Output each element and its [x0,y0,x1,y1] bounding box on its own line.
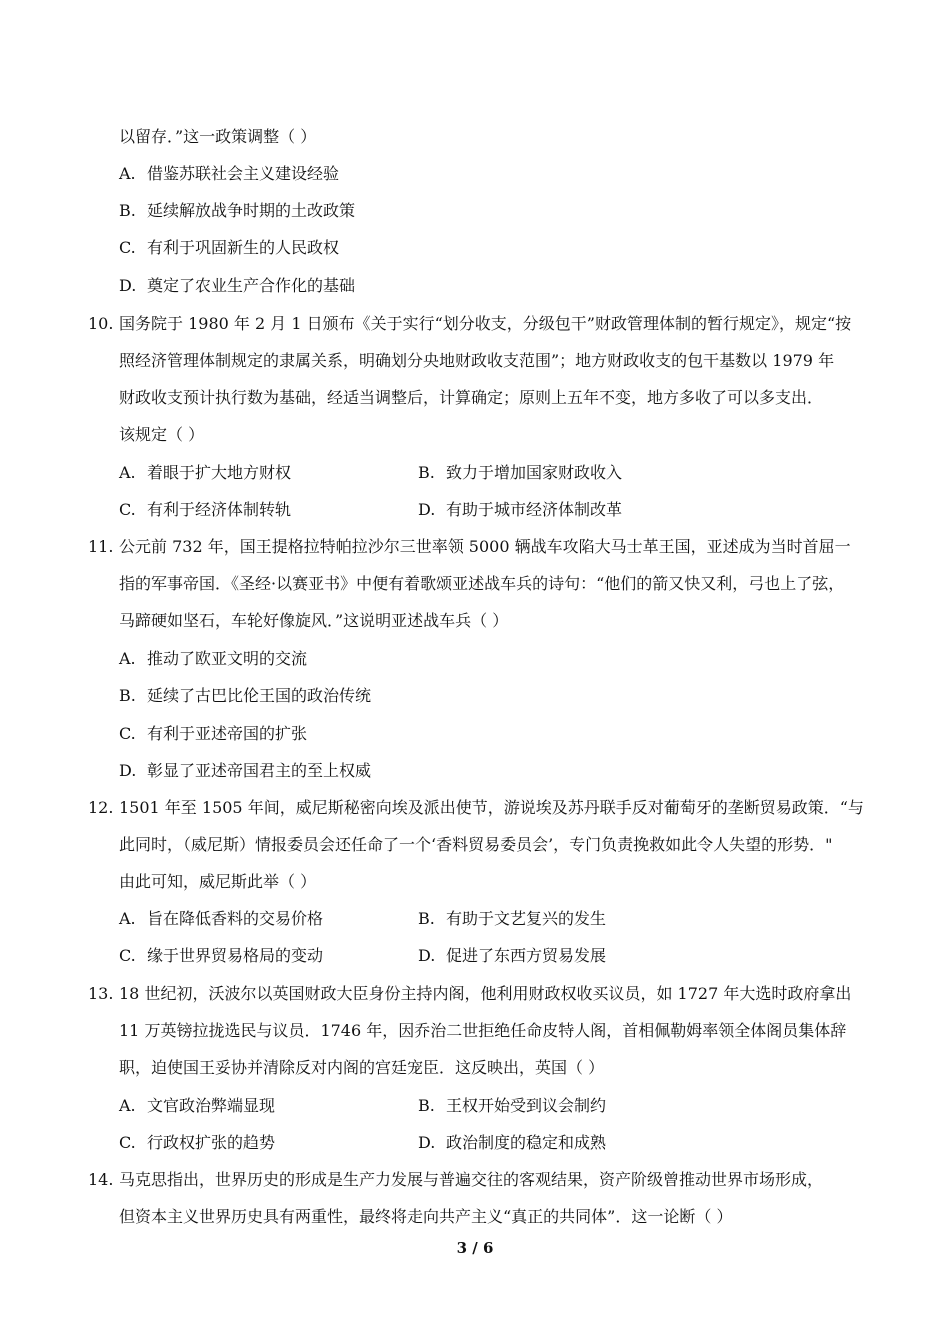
option-letter: C. [119,724,136,743]
option-letter: C. [119,500,136,519]
option-text: 文官政治弊端显现 [147,1096,276,1115]
option-letter: D. [119,761,137,780]
option-letter: A. [119,649,136,668]
option-text: 奠定了农业生产合作化的基础 [147,276,356,295]
option-text: 推动了欧亚文明的交流 [147,649,308,668]
q12-option-c [119,945,323,967]
q13-option-b [418,1095,606,1117]
q10-option-a [119,462,291,484]
option-text: 缘于世界贸易格局的变动 [147,946,324,965]
q13-stem-line-1: 18 世纪初，沃波尔以英国财政大臣身份主持内阁，他利用财政权收买议员，如 1727 年大选时政府拿出 [119,984,852,1003]
q10-stem-line-1: 国务院于 1980 年 2 月 1 日颁布《关于实行“划分收支，分级包干”财政管理体制的暂行规定》，规定“按 [119,314,852,333]
q10-stem-line-4: 该规定（ ） [119,425,205,444]
q13-option-c [119,1132,275,1154]
q11-stem-line-1: 公元前 732 年，国王提格拉特帕拉沙尔三世率领 5000 辆战车攻陷大马士革王国，亚述成为当时首屈一 [119,537,851,556]
q14-stem-line-1: 马克思指出，世界历史的形成是生产力发展与普遍交往的客观结果，资产阶级曾推动世界市场形成， [119,1170,824,1189]
option-letter: B. [119,201,136,220]
q11-option-d [119,760,371,782]
option-text: 延续了古巴比伦王国的政治传统 [147,686,372,705]
option-letter: A. [119,1096,136,1115]
option-letter: D. [418,1133,436,1152]
q9-option-c [119,237,339,259]
option-text: 借鉴苏联社会主义建设经验 [147,164,340,183]
option-text: 有助于城市经济体制改革 [446,500,623,519]
option-text: 有利于亚述帝国的扩张 [147,724,308,743]
option-letter: B. [418,463,435,482]
option-text: 王权开始受到议会制约 [446,1096,607,1115]
q11-option-a [119,648,307,670]
q10-option-b [418,462,622,484]
q13-stem-line-2: 11 万英镑拉拢选民与议员．1746 年，因乔治二世拒绝任命皮特人阁，首相佩勒姆率领全体阁员集体辞 [119,1021,847,1040]
option-letter: A. [119,164,136,183]
option-text: 政治制度的稳定和成熟 [446,1133,607,1152]
q11-option-b [119,685,371,707]
option-letter: C. [119,1133,136,1152]
option-text: 彰显了亚述帝国君主的至上权威 [147,761,372,780]
option-letter: D. [418,500,436,519]
q10-number: 10. [88,314,114,333]
q12-option-a [119,908,323,930]
option-letter: C. [119,946,136,965]
q12-option-d [418,945,606,967]
option-text: 延续解放战争时期的土改政策 [147,201,356,220]
option-letter: A. [119,909,136,928]
option-letter: B. [418,1096,435,1115]
q10-option-c [119,499,291,521]
q12-number: 12. [88,798,114,817]
q10-option-d [418,499,622,521]
q13-option-a [119,1095,275,1117]
q13-option-d [418,1132,606,1154]
page-number: 3 / 6 [456,1239,494,1257]
option-letter: D. [119,276,137,295]
option-text: 促进了东西方贸易发展 [446,946,607,965]
option-letter: C. [119,238,136,257]
option-text: 有助于文艺复兴的发生 [446,909,607,928]
q9-stem-tail: 以留存．”这一政策调整（ ） [119,127,317,146]
q9-option-b [119,200,355,222]
q12-option-b [418,908,606,930]
option-letter: B. [418,909,435,928]
option-text: 旨在降低香料的交易价格 [147,909,324,928]
q9-option-d [119,275,355,297]
q11-number: 11. [88,537,114,556]
q12-stem-line-3: 由此可知，威尼斯此举（ ） [119,872,317,891]
q10-stem-line-2: 照经济管理体制规定的隶属关系，明确划分央地财政收支范围”；地方财政收支的包干基数以 1979 年 [119,351,835,370]
q11-stem-line-2: 指的军事帝国．《圣经·以赛亚书》中便有着歌颂亚述战车兵的诗句：“他们的箭又快又利，弓也上了弦， [119,574,845,593]
q14-stem-line-2: 但资本主义世界历史具有两重性，最终将走向共产主义“真正的共同体”．这一论断（ ） [119,1207,733,1226]
option-text: 致力于增加国家财政收入 [446,463,623,482]
q10-stem-line-3: 财政收支预计执行数为基础，经适当调整后，计算确定；原则上五年不变，地方多收了可以多支出． [119,388,824,407]
option-letter: A. [119,463,136,482]
q13-stem-line-3: 职，迫使国王妥协并清除反对内阁的宫廷宠臣．这反映出，英国（ ） [119,1058,605,1077]
option-text: 行政权扩张的趋势 [147,1133,276,1152]
option-text: 着眼于扩大地方财权 [147,463,292,482]
q14-number: 14. [88,1170,114,1189]
q9-option-a [119,163,339,185]
q12-stem-line-1: 1501 年至 1505 年间，威尼斯秘密向埃及派出使节，游说埃及苏丹联手反对葡萄牙的垄断贸易政策．“与 [119,798,864,817]
q11-stem-line-3: 马蹄硬如坚石，车轮好像旋风．”这说明亚述战车兵（ ） [119,611,509,630]
option-text: 有利于经济体制转轨 [147,500,292,519]
option-text: 有利于巩固新生的人民政权 [147,238,340,257]
q13-number: 13. [88,984,114,1003]
option-letter: D. [418,946,436,965]
q12-stem-line-2: 此同时，（威尼斯）情报委员会还任命了一个‘香料贸易委员会’，专门负责挽救如此令人失望的形势．" [119,835,833,854]
option-letter: B. [119,686,136,705]
q11-option-c [119,723,307,745]
